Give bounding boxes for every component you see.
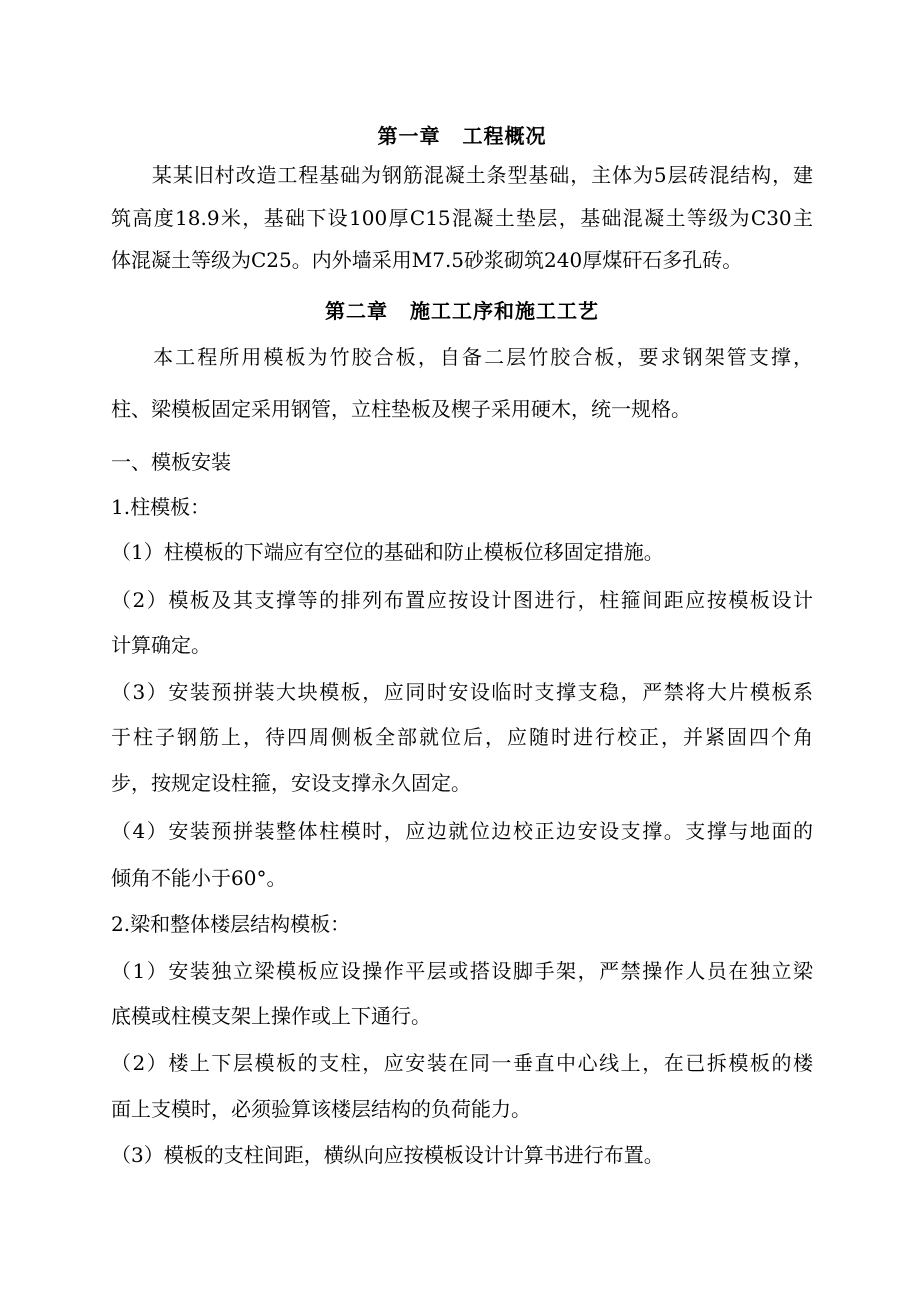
subsection-title: 1.柱模板： <box>111 495 211 519</box>
list-item: （1）安装独立梁模板应设操作平层或搭设脚手架，严禁操作人员在独立梁 <box>111 959 813 983</box>
list-item: （2）楼上下层模板的支柱，应安装在同一垂直中心线上，在已拆模板的楼 <box>111 1051 813 1075</box>
list-item: （3）模板的支柱间距，横纵向应按模板设计计算书进行布置。 <box>111 1143 664 1167</box>
list-item: （3）安装预拼装大块模板，应同时安设临时支撑支稳，严禁将大片模板系 <box>111 680 813 704</box>
paragraph-line: 本工程所用模板为竹胶合板，自备二层竹胶合板，要求钢架管支撑， <box>151 345 813 369</box>
paragraph-line: 筑高度18.9米，基础下设100厚C15混凝土垫层，基础混凝土等级为C30主 <box>111 206 813 230</box>
list-item-continuation: 计算确定。 <box>111 633 211 657</box>
chapter-1-title: 工程概况 <box>462 124 547 148</box>
list-item-continuation: 底模或柱模支架上操作或上下通行。 <box>111 1004 431 1028</box>
chapter-1-number: 第一章 <box>377 124 441 148</box>
chapter-2-number: 第二章 <box>325 299 388 323</box>
list-item-continuation: 步，按规定设柱箍，安设支撑永久固定。 <box>111 771 471 795</box>
list-item-continuation: 于柱子钢筋上，待四周侧板全部就位后，应随时进行校正，并紧固四个角 <box>111 725 813 749</box>
paragraph-line: 柱、梁模板固定采用钢管，立柱垫板及楔子采用硬木，统一规格。 <box>111 397 691 421</box>
list-item: （2）模板及其支撑等的排列布置应按设计图进行，柱箍间距应按模板设计 <box>111 588 813 612</box>
paragraph-line: 某某旧村改造工程基础为钢筋混凝土条型基础，主体为5层砖混结构，建 <box>151 163 813 187</box>
chapter-2-heading <box>111 299 813 323</box>
paragraph-line: 体混凝土等级为C25。内外墙采用M7.5砂浆砌筑240厚煤矸石多孔砖。 <box>111 248 743 272</box>
subsection-title: 2.梁和整体楼层结构模板： <box>111 912 351 936</box>
chapter-2-title: 施工工序和施工工艺 <box>410 299 599 323</box>
list-item: （1）柱模板的下端应有空位的基础和防止模板位移固定措施。 <box>111 540 664 564</box>
section-title: 一、模板安装 <box>111 450 231 474</box>
list-item-continuation: 面上支模时，必须验算该楼层结构的负荷能力。 <box>111 1097 531 1121</box>
chapter-1-heading <box>111 124 813 148</box>
list-item-continuation: 倾角不能小于60°。 <box>111 866 287 890</box>
list-item: （4）安装预拼装整体柱模时，应边就位边校正边安设支撑。支撑与地面的 <box>111 819 813 843</box>
